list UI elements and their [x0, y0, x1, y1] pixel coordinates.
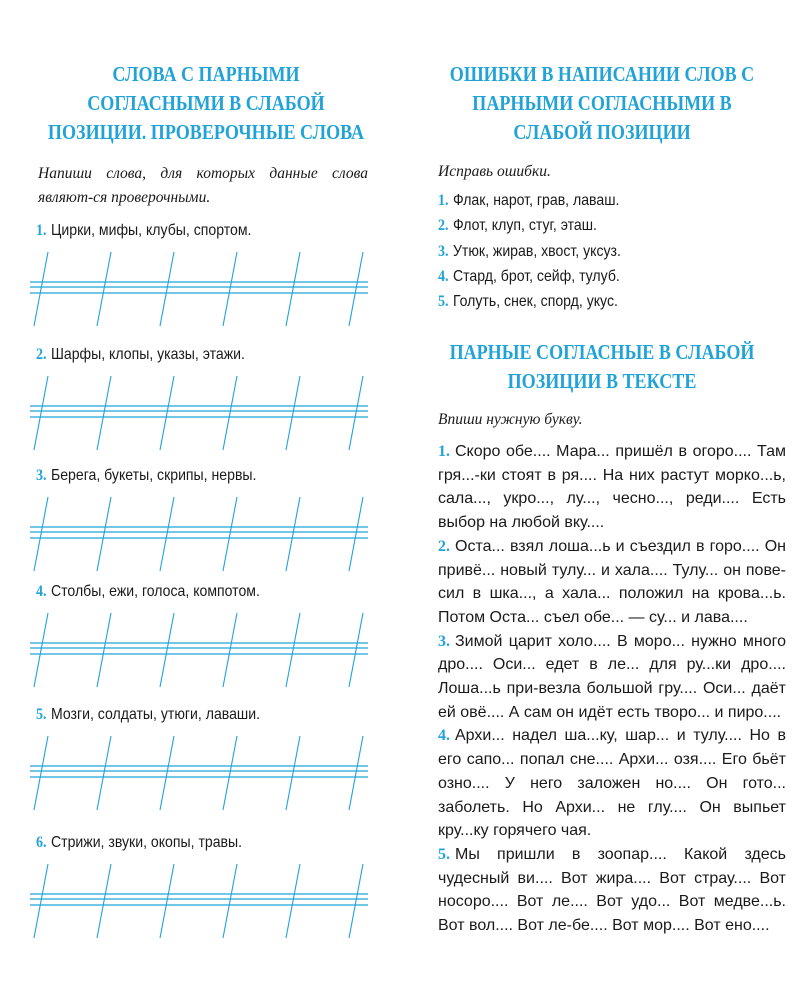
exercise-1: [36, 218, 251, 244]
exercise-text: Стрижи, звуки, окопы, травы.: [50, 834, 243, 851]
writing-lines[interactable]: [30, 862, 370, 942]
paragraph-text: Мы пришли в зоопар.... Какой здесь чудесный ви.... Вот жира.... Вот страу.... Вот носоро.... Вот ле.... Вот удо... Вот медве...ь. Вот вол.... Вот ле-бе.... Вот мор.... Вот ено....: [438, 845, 786, 935]
left-page-title: СЛОВА С ПАРНЫМИ СОГЛАСНЫМИ В СЛАБОЙ ПОЗИЦИИ. ПРОВЕРОЧНЫЕ СЛОВА: [47, 62, 365, 144]
slant-line: [223, 736, 237, 810]
writing-lines-svg: [30, 611, 370, 691]
exercise-5: [36, 702, 260, 728]
slant-line: [160, 864, 174, 938]
error-number: 4.: [438, 268, 449, 285]
writing-lines-svg: [30, 862, 370, 942]
exercise-number: 1.: [36, 222, 47, 239]
writing-lines-svg: [30, 734, 370, 814]
error-number: 1.: [438, 192, 449, 209]
exercise-3: [36, 463, 256, 489]
paragraph-text: Скоро обе.... Мара... пришёл в огоро.... Там гря...-ки стоят в ря.... На них растут морко...ь, сала..., укро..., лу..., чесно..., реди.... Есть выбор на любой вку....: [438, 443, 786, 532]
exercise-text: Шарфы, клопы, указы, этажи.: [50, 346, 245, 363]
slant-line: [223, 864, 237, 938]
exercise-number: 5.: [36, 706, 47, 723]
error-text: Утюк, жирав, хвост, уксуз.: [452, 243, 621, 260]
text-paragraph-2: [438, 535, 786, 630]
slant-line: [223, 252, 237, 326]
slant-line: [349, 252, 363, 326]
slant-line: [160, 497, 174, 571]
slant-line: [223, 376, 237, 450]
paragraph-text: Зимой царит холо.... В моро... нужно много дро.... Оси... едет в ле... для ру...ки дро.... Лоша...ь при-везла большой гру.... Оси... даёт ей овё.... А сам он идёт есть творо... и пиро....: [438, 632, 786, 721]
slant-line: [34, 497, 48, 571]
exercise-4: [36, 579, 260, 605]
fill-in-text-block: [438, 440, 786, 938]
slant-line: [349, 497, 363, 571]
slant-line: [34, 736, 48, 810]
right-section-title: ПАРНЫЕ СОГЛАСНЫЕ В СЛАБОЙ ПОЗИЦИИ В ТЕКСТЕ: [449, 340, 755, 393]
slant-line: [97, 497, 111, 571]
right-instruction-1: Исправь ошибки.: [438, 163, 551, 180]
exercise-text: Цирки, мифы, клубы, спортом.: [50, 222, 252, 239]
slant-line: [349, 736, 363, 810]
error-item-2: [438, 213, 597, 239]
right-instruction-2: Впиши нужную букву.: [438, 411, 583, 428]
writing-lines-svg: [30, 374, 370, 454]
paragraph-number: 4.: [438, 727, 450, 745]
error-number: 2.: [438, 217, 449, 234]
slant-line: [34, 613, 48, 687]
slant-line: [97, 613, 111, 687]
exercise-number: 6.: [36, 834, 47, 851]
error-text: Голуть, снек, спорд, укус.: [452, 293, 618, 310]
slant-line: [286, 613, 300, 687]
slant-line: [34, 252, 48, 326]
slant-line: [286, 864, 300, 938]
right-page-title: ОШИБКИ В НАПИСАНИИ СЛОВ С ПАРНЫМИ СОГЛАСНЫМИ В СЛАБОЙ ПОЗИЦИИ: [449, 62, 755, 144]
writing-lines-svg: [30, 250, 370, 330]
text-paragraph-5: [438, 843, 786, 938]
slant-line: [286, 497, 300, 571]
exercise-text: Берега, букеты, скрипы, нервы.: [50, 467, 257, 484]
slant-line: [223, 613, 237, 687]
exercise-number: 3.: [36, 467, 47, 484]
slant-line: [97, 864, 111, 938]
error-item-4: [438, 264, 620, 290]
error-text: Флот, клуп, стуг, эташ.: [452, 217, 597, 234]
paragraph-number: 3.: [438, 632, 450, 650]
slant-line: [97, 376, 111, 450]
paragraph-number: 5.: [438, 845, 450, 863]
text-paragraph-1: [438, 440, 786, 535]
error-text: Флак, нарот, грав, лаваш.: [452, 192, 620, 209]
text-paragraph-4: [438, 724, 786, 843]
paragraph-text: Оста... взял лоша...ь и съездил в горо.... Он привё... новый тулу... и хала.... Тулу... он пове-сил в шка..., а хала... положил на крова...ь. Потом Оста... съел обе... — су... и лава....: [438, 537, 786, 626]
slant-line: [223, 497, 237, 571]
slant-line: [286, 736, 300, 810]
error-item-1: [438, 188, 619, 214]
slant-line: [286, 252, 300, 326]
exercise-2: [36, 342, 245, 368]
writing-lines[interactable]: [30, 250, 370, 330]
slant-line: [34, 864, 48, 938]
text-paragraph-3: [438, 630, 786, 725]
slant-line: [160, 613, 174, 687]
writing-lines[interactable]: [30, 374, 370, 454]
slant-line: [97, 252, 111, 326]
slant-line: [97, 736, 111, 810]
paragraph-number: 1.: [438, 443, 450, 460]
slant-line: [349, 613, 363, 687]
slant-line: [160, 736, 174, 810]
exercise-6: [36, 830, 242, 856]
slant-line: [349, 376, 363, 450]
slant-line: [349, 864, 363, 938]
writing-lines-svg: [30, 495, 370, 575]
error-text: Стард, брот, сейф, тулуб.: [452, 268, 620, 285]
slant-line: [34, 376, 48, 450]
slant-line: [160, 376, 174, 450]
writing-lines[interactable]: [30, 611, 370, 691]
exercise-text: Столбы, ежи, голоса, компотом.: [50, 583, 260, 600]
writing-lines[interactable]: [30, 495, 370, 575]
slant-line: [160, 252, 174, 326]
error-number: 5.: [438, 293, 449, 310]
error-number: 3.: [438, 243, 449, 260]
left-instruction: Напиши слова, для которых данные слова являют-ся проверочными.: [38, 165, 368, 206]
error-item-5: [438, 289, 618, 315]
exercise-text: Мозги, солдаты, утюги, лаваши.: [50, 706, 261, 723]
writing-lines[interactable]: [30, 734, 370, 814]
error-item-3: [438, 239, 621, 265]
paragraph-number: 2.: [438, 537, 450, 555]
paragraph-text: Архи... надел ша...ку, шар... и тулу.... Но в его сапо... попал сне.... Архи... озя.... Его бьёт озно.... У него заложен но.... Он гото... заболеть. Но Архи... не глу.... Он выпьет кру...ку горячего чая.: [438, 727, 786, 840]
exercise-number: 2.: [36, 346, 47, 363]
slant-line: [286, 376, 300, 450]
exercise-number: 4.: [36, 583, 47, 600]
